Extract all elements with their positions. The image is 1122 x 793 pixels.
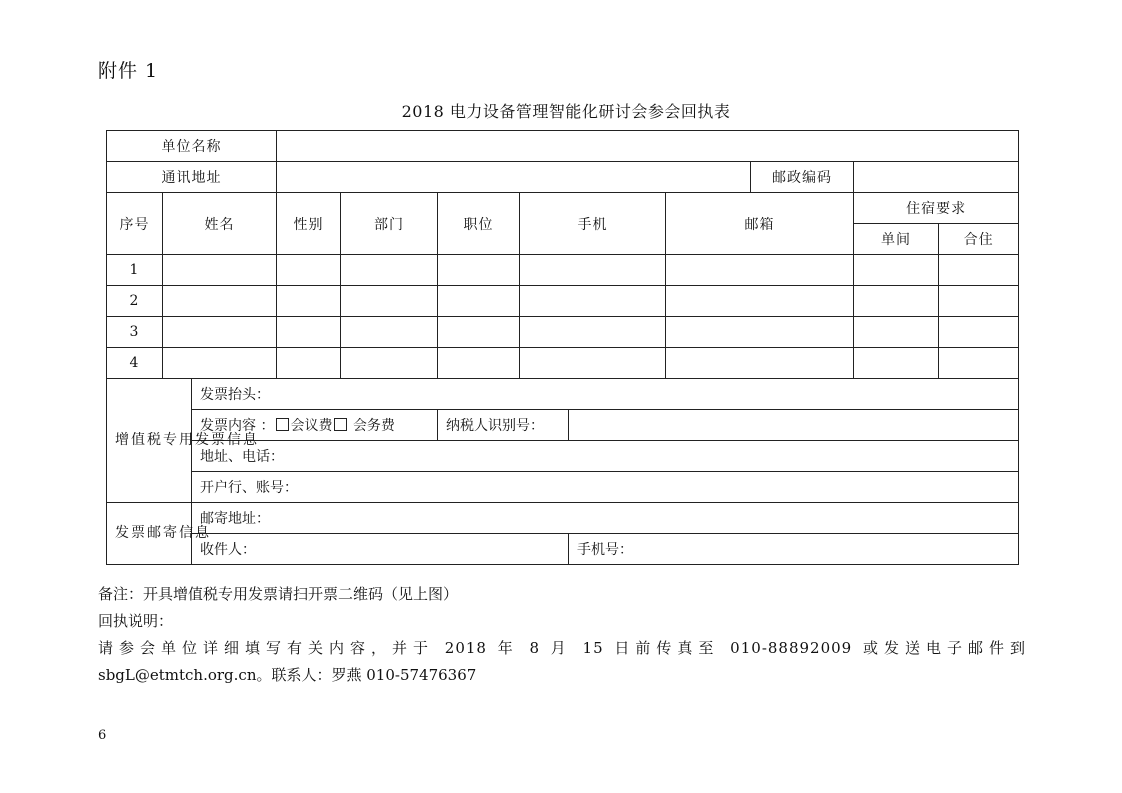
- address-row: [107, 162, 1019, 193]
- col-gender: 性别: [277, 193, 341, 255]
- gender-cell[interactable]: [277, 348, 341, 379]
- instructions-line-2: sbgL@etmtch.org.cn。联系人：罗燕 010-57476367: [98, 666, 477, 684]
- name-cell[interactable]: [163, 317, 277, 348]
- unit-name-field[interactable]: [277, 131, 1019, 162]
- shared-room-cell[interactable]: [939, 317, 1019, 348]
- attachment-label: 附件 1: [98, 60, 159, 82]
- row-number: 3: [107, 317, 163, 348]
- mobile-field[interactable]: [569, 534, 1019, 565]
- recipient-label: 收件人：: [200, 542, 256, 558]
- name-cell[interactable]: [163, 286, 277, 317]
- position-cell[interactable]: [438, 286, 520, 317]
- table-row: [107, 348, 1019, 379]
- recipient-field[interactable]: [192, 534, 569, 565]
- taxpayer-id-field[interactable]: [569, 410, 1019, 441]
- single-room-cell[interactable]: [854, 286, 939, 317]
- gender-cell[interactable]: [277, 286, 341, 317]
- email-cell[interactable]: [666, 255, 854, 286]
- name-cell[interactable]: [163, 348, 277, 379]
- service-fee-label: 会务费: [348, 418, 395, 434]
- remark-text: 备注：开具增值税专用发票请扫开票二维码（见上图）: [98, 585, 459, 603]
- address-phone-field[interactable]: [192, 441, 1019, 472]
- phone-cell[interactable]: [520, 317, 666, 348]
- notes-section: [98, 581, 1026, 689]
- row-number: 2: [107, 286, 163, 317]
- mail-address-field[interactable]: [192, 503, 1019, 534]
- single-room-cell[interactable]: [854, 317, 939, 348]
- col-position: 职位: [438, 193, 520, 255]
- phone-cell[interactable]: [520, 286, 666, 317]
- invoice-section-label: 增值税专用发票信息: [107, 379, 192, 503]
- address-label: 通讯地址: [107, 162, 277, 193]
- form-title: 2018 电力设备管理智能化研讨会参会回执表: [401, 102, 731, 121]
- col-lodging: 住宿要求: [854, 193, 1019, 224]
- col-name: 姓名: [163, 193, 277, 255]
- dept-cell[interactable]: [341, 255, 438, 286]
- shared-room-cell[interactable]: [939, 255, 1019, 286]
- gender-cell[interactable]: [277, 255, 341, 286]
- email-cell[interactable]: [666, 286, 854, 317]
- service-fee-checkbox[interactable]: [334, 418, 347, 431]
- single-room-cell[interactable]: [854, 348, 939, 379]
- bank-account-label: 开户行、账号：: [200, 480, 298, 496]
- phone-cell[interactable]: [520, 255, 666, 286]
- mail-address-row: [107, 503, 1019, 534]
- instructions-title: 回执说明：: [98, 612, 174, 630]
- invoice-content-label: 发票内容 ：: [200, 418, 275, 434]
- header-row: [107, 193, 1019, 224]
- row-number: 1: [107, 255, 163, 286]
- single-room-cell[interactable]: [854, 255, 939, 286]
- postcode-field[interactable]: [854, 162, 1019, 193]
- bank-account-field[interactable]: [192, 472, 1019, 503]
- table-row: [107, 255, 1019, 286]
- unit-name-row: [107, 131, 1019, 162]
- page-number: 6: [98, 728, 107, 743]
- instructions-line-1: 请参会单位详细填写有关内容，并于 2018 年 8 月 15 日前传真至 010-88892009 或发送电子邮件到: [98, 639, 1026, 657]
- mail-recipient-row: [107, 534, 1019, 565]
- col-email: 邮箱: [666, 193, 854, 255]
- col-phone: 手机: [520, 193, 666, 255]
- unit-name-label: 单位名称: [107, 131, 277, 162]
- col-seq: 序号: [107, 193, 163, 255]
- position-cell[interactable]: [438, 317, 520, 348]
- dept-cell[interactable]: [341, 286, 438, 317]
- shared-room-cell[interactable]: [939, 348, 1019, 379]
- email-cell[interactable]: [666, 317, 854, 348]
- row-number: 4: [107, 348, 163, 379]
- gender-cell[interactable]: [277, 317, 341, 348]
- mail-address-label: 邮寄地址：: [200, 511, 270, 527]
- email-cell[interactable]: [666, 348, 854, 379]
- phone-cell[interactable]: [520, 348, 666, 379]
- col-shared-room: 合住: [939, 224, 1019, 255]
- mobile-label: 手机号：: [577, 542, 634, 558]
- postcode-label: 邮政编码: [751, 162, 854, 193]
- shared-room-cell[interactable]: [939, 286, 1019, 317]
- dept-cell[interactable]: [341, 348, 438, 379]
- meeting-fee-label: 会议费: [290, 418, 333, 434]
- name-cell[interactable]: [163, 255, 277, 286]
- dept-cell[interactable]: [341, 317, 438, 348]
- taxpayer-id-label: 纳税人识别号：: [438, 410, 569, 441]
- meeting-fee-checkbox[interactable]: [276, 418, 289, 431]
- col-single-room: 单间: [854, 224, 939, 255]
- position-cell[interactable]: [438, 348, 520, 379]
- invoice-header-label: 发票抬头：: [200, 387, 270, 403]
- invoice-bank-row: [107, 472, 1019, 503]
- invoice-header-field[interactable]: [192, 379, 1019, 410]
- col-dept: 部门: [341, 193, 438, 255]
- table-row: [107, 317, 1019, 348]
- position-cell[interactable]: [438, 255, 520, 286]
- mail-section-label: 发票邮寄信息: [107, 503, 192, 565]
- registration-form-table: [106, 130, 1019, 565]
- address-phone-label: 地址、电话：: [200, 449, 284, 465]
- invoice-address-row: [107, 441, 1019, 472]
- address-field[interactable]: [277, 162, 751, 193]
- invoice-header-row: [107, 379, 1019, 410]
- table-row: [107, 286, 1019, 317]
